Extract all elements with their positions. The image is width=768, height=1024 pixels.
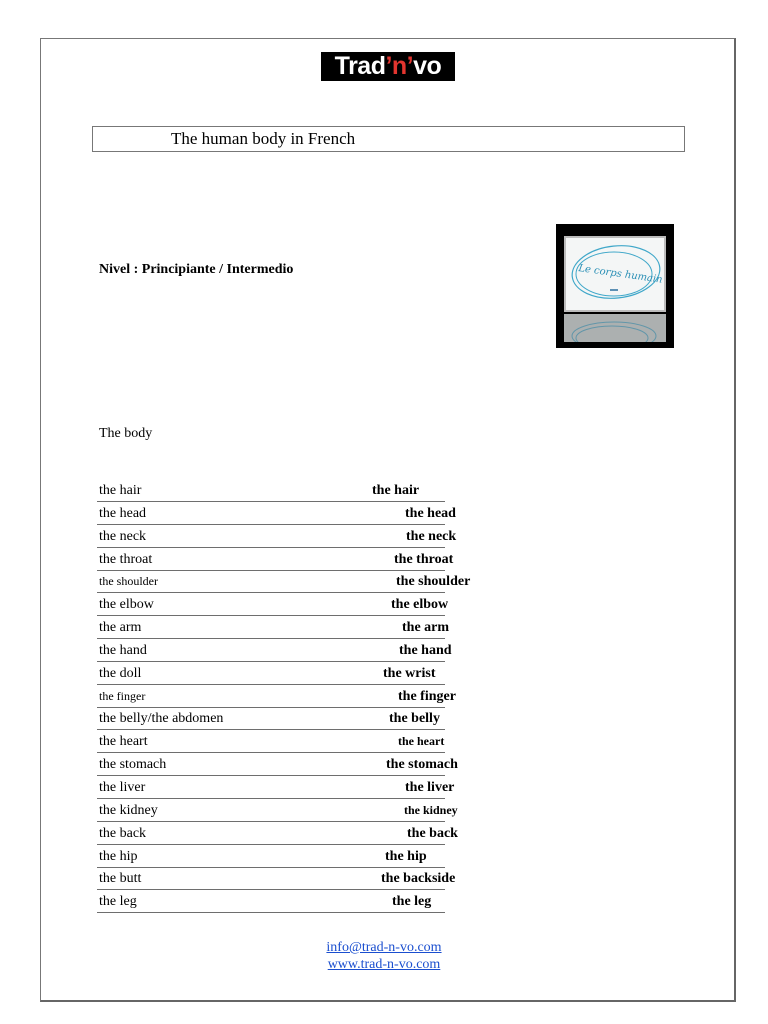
english-term: the belly/the abdomen (99, 711, 224, 727)
lesson-thumbnail (556, 224, 674, 348)
thumbnail-reflection (564, 314, 666, 342)
email-link[interactable]: info@trad-n-vo.com (326, 940, 442, 955)
english-term: the kidney (99, 802, 158, 818)
english-term: the neck (99, 528, 147, 544)
french-term: the arm (402, 620, 450, 636)
thumbnail-drawing (566, 238, 664, 310)
section-title: The body (99, 426, 153, 441)
english-term: the finger (99, 688, 146, 703)
english-term: the arm (99, 620, 142, 636)
french-term: the neck (406, 528, 457, 544)
english-term: the heart (99, 734, 148, 750)
english-term: the hair (99, 483, 142, 498)
vocabulary-list (97, 480, 471, 914)
title-box (92, 126, 685, 152)
french-term: the liver (405, 779, 455, 795)
english-term: the throat (99, 551, 153, 567)
vocab-row (97, 503, 456, 525)
vocab-row (97, 526, 457, 548)
french-term: the finger (398, 688, 456, 704)
website-link[interactable]: www.trad-n-vo.com (327, 957, 441, 972)
french-term: the throat (394, 551, 454, 567)
french-term: the elbow (391, 597, 449, 613)
english-term: the stomach (99, 757, 167, 773)
french-term: the head (405, 505, 456, 521)
logo-part-vo: vo (413, 52, 442, 80)
thumbnail-title: Le corps humain (577, 263, 664, 286)
french-term: the hand (399, 642, 452, 658)
vocab-row (97, 686, 456, 708)
vocab-row (97, 731, 445, 753)
english-term: the doll (99, 665, 142, 681)
french-term: the leg (392, 894, 432, 910)
english-term: the elbow (99, 597, 154, 613)
french-term: the shoulder (396, 574, 471, 590)
vocab-row (97, 594, 449, 616)
french-term: the belly (389, 711, 440, 727)
logo-part-trad: Trad (334, 52, 386, 80)
french-term: the heart (398, 734, 445, 749)
vocab-row (97, 571, 471, 593)
level-label: Nivel : Principiante / Intermedio (99, 262, 294, 277)
document-title: The human body in French (171, 129, 356, 148)
tradnvo-logo (321, 52, 455, 81)
english-term: the hand (99, 642, 147, 658)
vocab-row (97, 480, 445, 502)
vocab-row (97, 640, 452, 662)
english-term: the butt (99, 871, 142, 887)
thumbnail-screen (564, 236, 666, 312)
vocab-row (97, 868, 456, 890)
english-term: the head (99, 505, 147, 521)
vocab-row (97, 846, 445, 868)
french-term: the kidney (404, 802, 458, 817)
english-term: the shoulder (99, 574, 158, 589)
vocab-row (97, 549, 454, 571)
vocab-row (97, 663, 445, 685)
french-term: the back (407, 825, 458, 841)
vocab-row (97, 823, 458, 845)
contact-block (0, 939, 768, 973)
logo-part-n: ’n’ (385, 52, 414, 80)
french-term: the wrist (383, 665, 436, 681)
french-term: the backside (381, 871, 456, 887)
english-term: the liver (99, 779, 146, 795)
vocab-row (97, 800, 458, 822)
english-term: the hip (99, 848, 138, 864)
french-term: the hip (385, 848, 427, 864)
vocab-row (97, 617, 450, 639)
english-term: the leg (99, 894, 137, 910)
vocab-row (97, 777, 455, 799)
vocab-row (97, 754, 458, 776)
french-term: the hair (372, 483, 420, 498)
vocab-row (97, 891, 445, 913)
english-term: the back (99, 825, 147, 841)
french-term: the stomach (386, 757, 458, 773)
vocab-row (97, 708, 445, 730)
